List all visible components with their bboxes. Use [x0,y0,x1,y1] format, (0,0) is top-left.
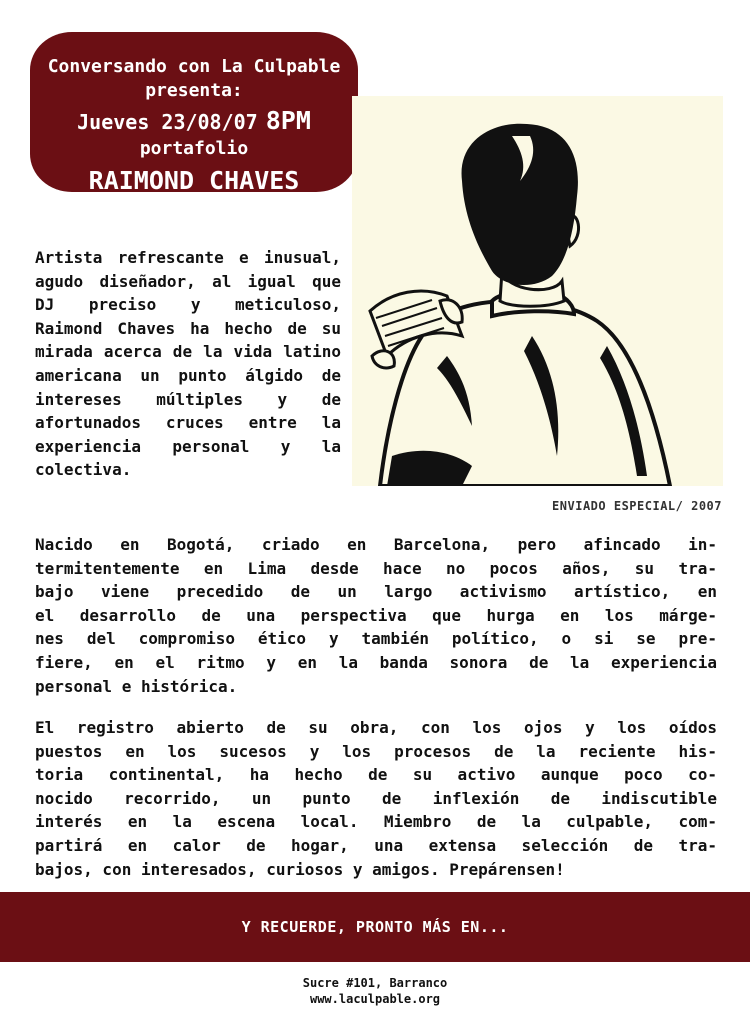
street-address: Sucre #101, Barranco [302,976,448,990]
paragraph-line: puestos en los sucesos y los procesos de la reciente his- [35,741,717,761]
header-line-datetime [30,106,358,135]
paragraph-line: personal e histórica. [35,676,238,696]
illustration-caption: ENVIADO ESPECIAL/ 2007 [552,499,722,513]
header-line-host: Conversando con La Culpable [47,56,341,77]
paragraph-work [35,716,717,881]
header-line-presenta: presenta: [145,80,243,101]
paragraph-line: El registro abierto de su obra, con los ojos y los oídos [35,718,717,737]
website-link[interactable]: www.laculpable.org [309,992,441,1006]
paragraph-line: bajos, con interesados, curiosos y amigos. Prepárensen! [35,859,565,879]
paragraph-line: toria continental, ha hecho de su activo aunque poco co- [35,765,717,785]
address-block [0,975,750,1007]
artist-name: RAIMOND CHAVES [88,166,300,195]
event-header-badge [30,32,358,195]
footer-banner: Y RECUERDE, PRONTO MÁS EN... [0,892,750,962]
paragraph-biography [35,533,717,698]
paragraph-line: nes del compromiso ético y también político, o si se pre- [35,629,717,649]
intro-paragraph: Artista refrescante e inusual, agudo diseñador, al igual que DJ preciso y meticuloso, Raimond Chaves ha hecho de su mirada acerca de la vida latino americana un punto álgido de intereses múltiples y de afortunados cruces entre la experiencia personal y la colectiva. [35,248,341,480]
header-line-portafolio: portafolio [139,138,249,159]
paragraph-line: bajo viene precedido de un largo activismo artístico, en [35,582,717,602]
illustration-man-reading [352,96,723,486]
event-time: 8PM [265,106,311,135]
paragraph-line: interés en la escena local. Miembro de la culpable, com- [35,812,717,832]
paragraph-line: el desarrollo de una perspectiva que hurga en los márge- [35,605,717,625]
reading-man-drawing [352,96,723,486]
paragraph-line: termitentemente en Lima desde hace no pocos años, su tra- [35,558,717,578]
paragraph-line: Nacido en Bogotá, criado en Barcelona, pero afincado in- [35,535,717,554]
event-date: Jueves 23/08/07 [77,110,258,134]
paragraph-line: fiere, en el ritmo y en la banda sonora de la experiencia [35,652,717,672]
paragraph-line: partirá en calor de hogar, una extensa selección de tra- [35,835,717,855]
paragraph-line: nocido recorrido, un punto de inflexión de indiscutible [35,788,717,808]
